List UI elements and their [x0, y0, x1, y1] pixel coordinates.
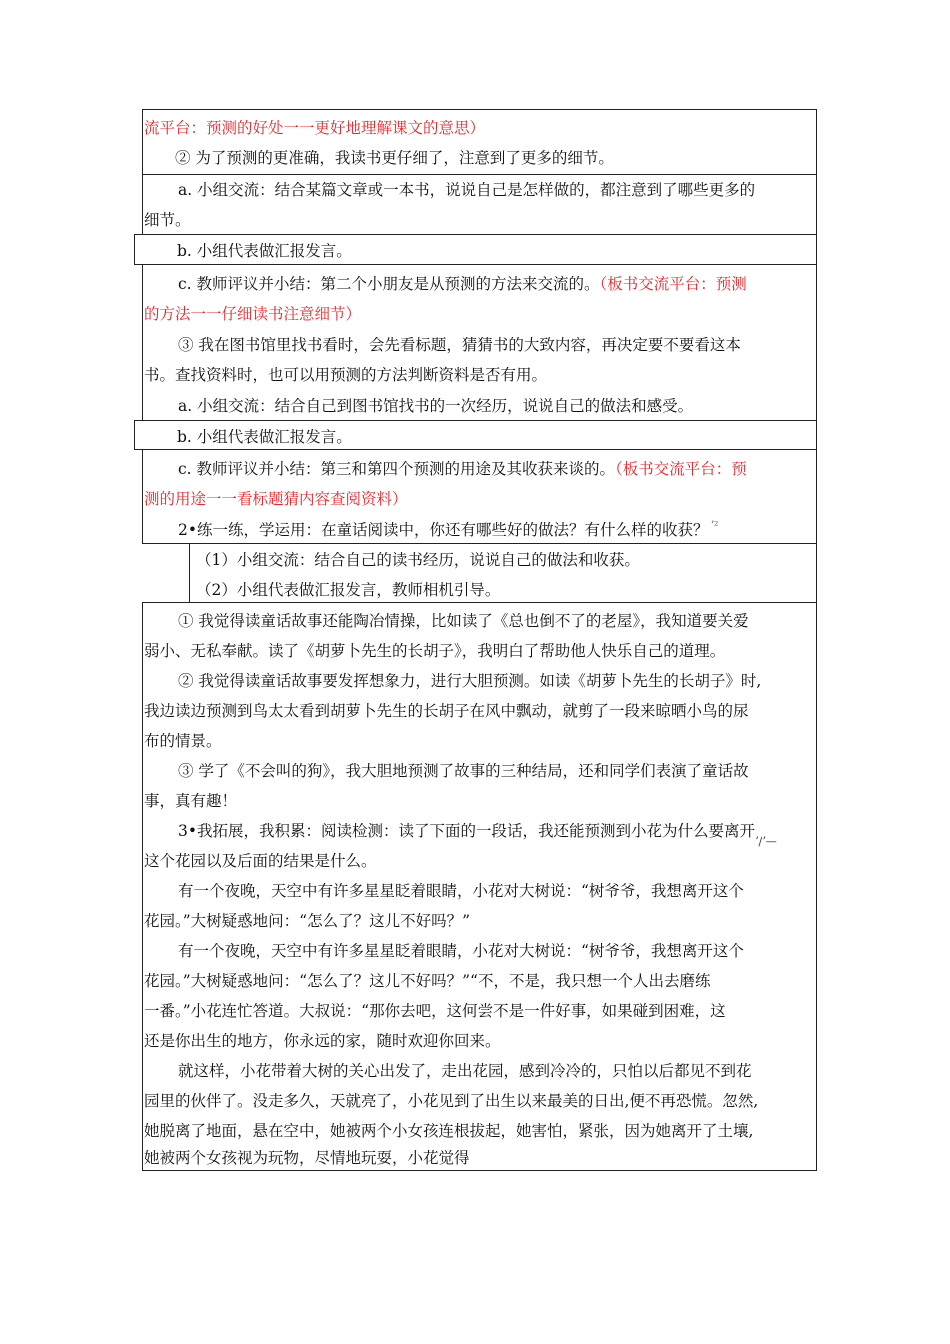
text-line: 细节。: [144, 211, 191, 229]
text-line: ① 我觉得读童话故事还能陶冶情操，比如读了《总也倒不了的老屋》，我知道要关爱: [178, 612, 749, 630]
text-line: ② 我觉得读童话故事要发挥想象力，进行大胆预测。如读《胡萝卜先生的长胡子》时,: [178, 672, 762, 690]
text-line: b. 小组代表做汇报发言。: [177, 242, 352, 260]
board-note: （板书交流平台：预: [615, 460, 747, 478]
text-line: （2）小组代表做汇报发言，教师相机引导。: [196, 581, 501, 599]
text-line: 3•我拓展，我积累：阅读检测：读了下面的一段话，我还能预测到小花为什么要离开: [178, 822, 756, 840]
text-line: 布的情景。: [144, 732, 222, 750]
board-note: （板书交流平台：预测: [599, 275, 747, 293]
text-line: 就这样，小花带着大树的关心出发了，走出花园，感到冷冷的，只怕以后都见不到花: [178, 1062, 752, 1080]
text-run: 2•练一练，学运用：在童话阅读中，你还有哪些好的做法？有什么样的收获？: [178, 521, 709, 539]
text-line: 有一个夜晚，天空中有许多星星眨着眼睛，小花对大树说：“树爷爷，我想离开这个: [178, 942, 744, 960]
text-line: 还是你出生的地方，你永远的家，随时欢迎你回来。: [144, 1032, 501, 1050]
text-line: a. 小组交流：结合自己到图书馆找书的一次经历，说说自己的做法和感受。: [178, 397, 694, 415]
text-line: 有一个夜晚，天空中有许多星星眨着眼睛，小花对大树说：“树爷爷，我想离开这个: [178, 882, 744, 900]
section-3: [134, 234, 817, 265]
text-line: ③ 我在图书馆里找书看时，会先看标题，猜猜书的大致内容，再决定要不要看这本: [178, 336, 741, 354]
text-line: 一番。”小花连忙答道。大叔说：“那你去吧，这何尝不是一件好事，如果碰到困难，这: [144, 1002, 726, 1020]
text-line: 她被两个女孩视为玩物，尽情地玩耍，小花觉得: [144, 1149, 470, 1167]
text-line: 书。查找资料时，也可以用预测的方法判断资料是否有用。: [144, 366, 548, 384]
section-5: [134, 420, 817, 450]
text-line: 弱小、无私奉献。读了《胡萝卜先生的长胡子》，我明白了帮助他人快乐自己的道理。: [144, 642, 726, 660]
text-line: 她脱离了地面，悬在空中，她被两个小女孩连根拔起，她害怕，紧张，因为她离开了土壤,: [144, 1122, 754, 1140]
section-6: [142, 449, 817, 544]
section-8: [142, 602, 817, 1171]
text-line: 这个花园以及后面的结果是什么。: [144, 852, 377, 870]
board-note: 的方法一一仔细读书注意细节）: [144, 305, 362, 323]
handwritten-mark: ʼ/ʼ—: [755, 835, 777, 848]
text-line: a. 小组交流：结合某篇文章或一本书，说说自己是怎样做的，都注意到了哪些更多的: [178, 181, 756, 199]
text-line: [178, 274, 747, 294]
text-line: b. 小组代表做汇报发言。: [177, 428, 352, 446]
handwritten-mark: ʼ²: [710, 519, 719, 532]
text-line: ③ 学了《不会叫的狗》，我大胆地预测了故事的三种结局，还和同学们表演了童话故: [178, 762, 749, 780]
text-line: （1）小组交流：结合自己的读书经历，说说自己的做法和收获。: [196, 551, 640, 569]
section-4: [142, 264, 817, 421]
text-line: 花园。”大树疑惑地问：“怎么了？这儿不好吗？”: [144, 912, 471, 930]
text-line: [178, 519, 719, 542]
section-2: [142, 174, 817, 235]
text-line: 花园。”大树疑惑地问：“怎么了？这儿不好吗？”“不，不是，我只想一个人出去磨练: [144, 972, 711, 990]
text-line: 园里的伙伴了。没走多久，天就亮了，小花见到了出生以来最美的日出,便不再恐慌。忽然,: [144, 1092, 759, 1110]
text-line: 事，真有趣！: [144, 792, 238, 810]
text-run: c. 教师评议并小结：第三和第四个预测的用途及其收获来谈的。: [178, 460, 616, 478]
section-7: [189, 543, 817, 603]
text-line: 流平台：预测的好处一一更好地理解课文的意思）: [144, 119, 486, 137]
text-line: 我边读边预测到鸟太太看到胡萝卜先生的长胡子在风中飘动，就剪了一段来晾晒小鸟的尿: [144, 702, 749, 720]
section-1: [142, 109, 817, 175]
text-run: c. 教师评议并小结：第二个小朋友是从预测的方法来交流的。: [178, 275, 600, 293]
text-line: [178, 459, 747, 479]
text-line: ② 为了预测的更准确，我读书更仔细了，注意到了更多的细节。: [175, 149, 614, 167]
board-note: 测的用途一一看标题猜内容查阅资料）: [144, 490, 408, 508]
